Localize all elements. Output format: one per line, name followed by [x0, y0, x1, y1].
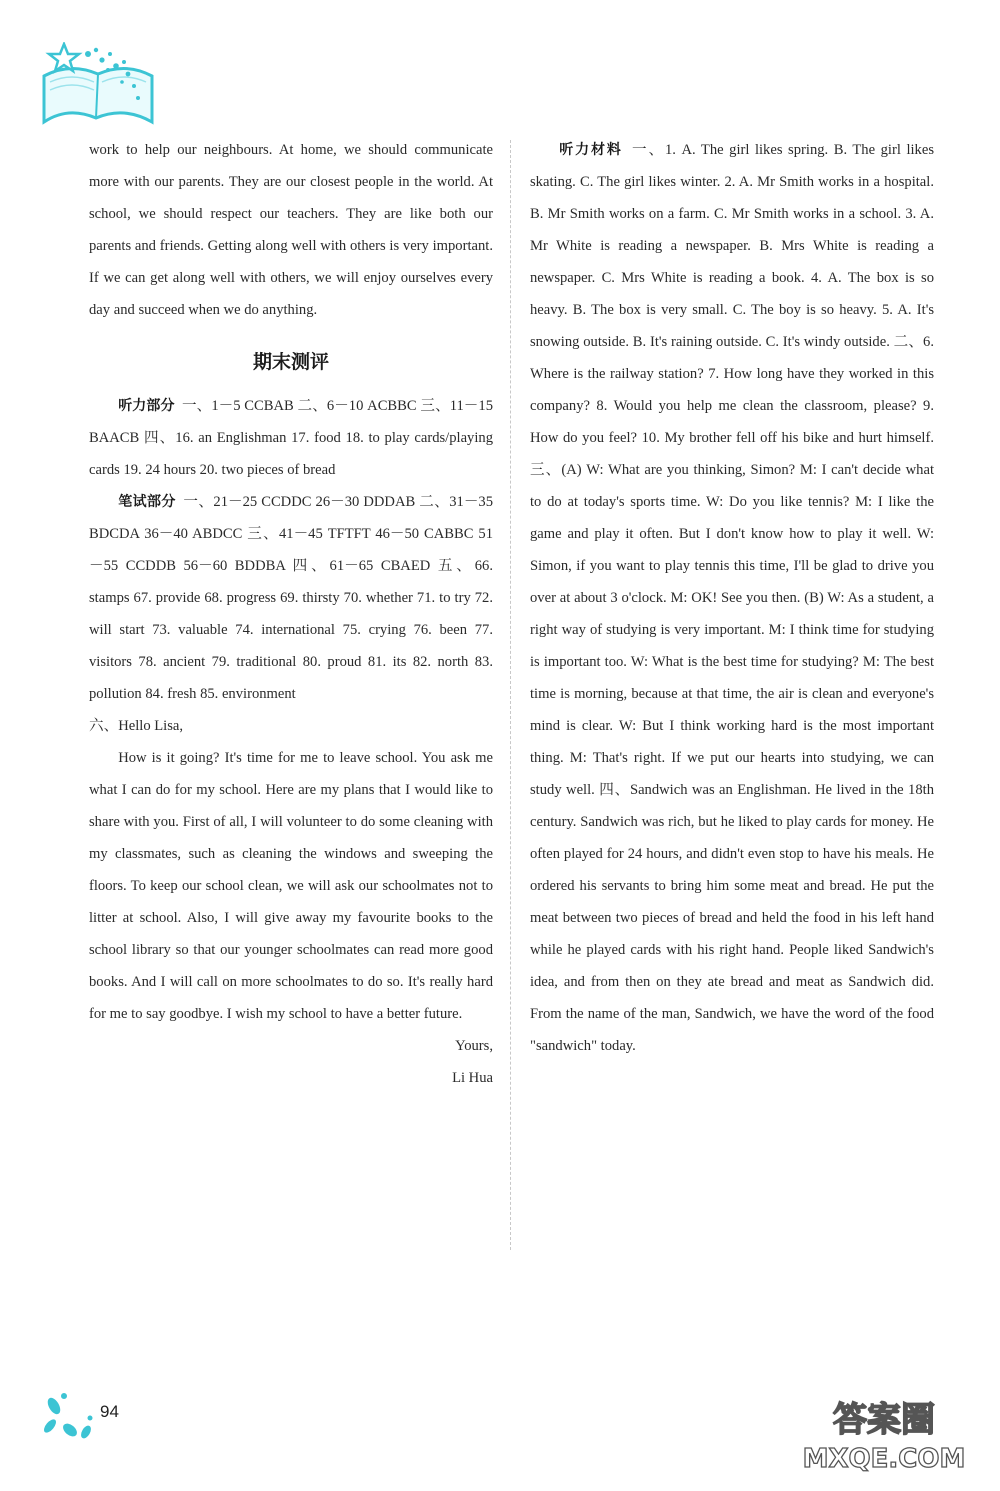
writing-answers	[89, 486, 493, 710]
site-watermark-logo	[786, 1391, 982, 1475]
listening-script-label: 听力材料	[559, 142, 623, 158]
left-column	[89, 134, 493, 1094]
right-column	[530, 134, 934, 1062]
leaf-decoration-icon	[40, 1390, 104, 1440]
section-heading: 期末测评	[252, 351, 329, 373]
writing-label: 笔试部分	[118, 494, 176, 510]
watermark-url: MXQE.COM	[802, 1444, 966, 1474]
writing-answers-text: 一、21－25 CCDDC 26－30 DDDAB 二、31－35 BDCDA 36－40 ABDCC 三、41－45 TFTFT 46－50 CABBC 51－55 CCDDB 56－60 BDDBA 四、61－65 CBAED 五、66. stamps 67. provide 68. progress 69. thirsty 70. whether 71. to try 72. will start 73. valuable 74. international 75. crying 76. been 77. visitors 78. ancient 79. traditional 80. proud 81. its 82. north 83. pollution 84. fresh 85. environment	[89, 494, 494, 702]
listening-answers	[89, 390, 493, 486]
listening-script-text: 一、1. A. The girl likes spring. B. The girl likes skating. C. The girl likes winter. 2. A. Mr Smith works in a hospital. B. Mr Smith works on a farm. C. Mr Smith works in a school. 3. A. Mr White is reading a newspaper. B. Mrs White is reading a newspaper. C. Mrs White is reading a book. 4. A. The box is so heavy. B. The box is very small. C. The boy is so heavy. 5. A. It's snowing outside. B. It's raining outside. C. It's windy outside. 二、6. Where is the railway station? 7. How long have they worked in this company? 8. Would you help me clean the classroom, please? 9. How do you feel? 10. My brother fell off his bike and hurt himself. 三、(A) W: What are you thinking, Simon? M: I can't decide what to do at today's sports time. W: Do you like tennis? M: I like the game and play it often. But I don't know how to play it well. W: Simon, if you want to play tennis this time, I'll be glad to drive you over at about 3 o'clock. M: OK! See you then. (B) W: As a student, a right way of studying is very important. M: I think time for studying is important too. W: What is the best time for studying? M: The best time is morning, because at that time, the air is clean and everyone's mind is clear. W: But I think working hard is the most important thing. M: That's right. If we put our hearts into studying, we can study well. 四、Sandwich was an Englishman. He lived in the 18th century. Sandwich was rich, but he liked to play cards for money. He often played for 24 hours, and didn't even stop to have his meals. He ordered his servants to bring him some meat and bread. He put the meat between two pieces of bread and held the food in his left hand while he played cards with his right hand. People liked Sandwich's idea, and from then on they ate bread and meat as Sandwich did. From the name of the man, Sandwich, we have the word of the food "sandwich" today.	[530, 142, 935, 1054]
letter-body: How is it going? It's time for me to leave school. You ask me what I can do for my school. Here are my plans that I would like to share with you. First of all, I will volunteer to do some cleaning with my classmates, such as cleaning the windows and sweeping the floors. To keep our school clean, we will ask our schoolmates not to litter at school. Also, I will give away my favourite books to the school library so that our younger schoolmates can read more good books. And I will call on more schoolmates to do so. It's really hard for me to say goodbye. I wish my school to have a better future.	[89, 750, 493, 1022]
left-paragraph-1: work to help our neighbours. At home, we should communicate more with our parents. They are our closest people in the world. At school, we should respect our teachers. They are like both our parents and friends. Getting along well with others is very important. If we can get along well with others, we will enjoy ourselves every day and succeed when we do anything.	[89, 142, 493, 318]
letter-signature: Li Hua	[452, 1070, 493, 1086]
letter-greeting: 六、Hello Lisa,	[89, 718, 184, 734]
page-number: 94	[100, 1402, 119, 1421]
book-stars-logo-icon	[38, 42, 158, 126]
watermark-title: 答案圈	[833, 1400, 935, 1440]
listening-label: 听力部分	[118, 398, 175, 414]
listening-script	[530, 134, 934, 1062]
listening-answers-text: 一、1－5 CCBAB 二、6－10 ACBBC 三、11－15 BAACB 四、16. an Englishman 17. food 18. to play cards/playing cards 19. 24 hours 20. two pieces of bread	[89, 398, 493, 478]
letter-closing: Yours,	[455, 1038, 493, 1054]
column-divider	[510, 140, 511, 1250]
